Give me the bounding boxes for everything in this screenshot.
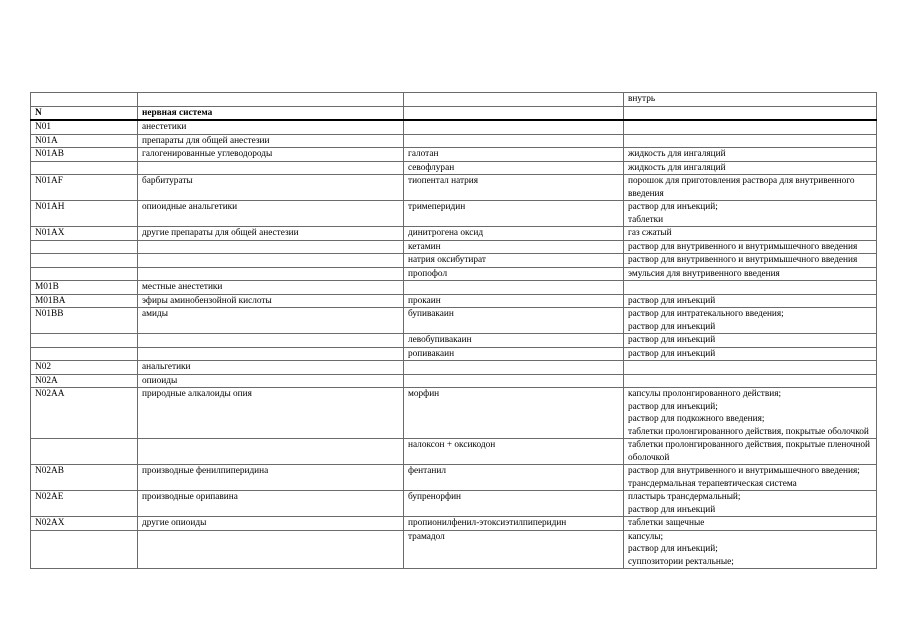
drug-name-cell — [404, 120, 624, 134]
group-name-cell — [138, 267, 404, 281]
group-name-cell: галогенированные углеводороды — [138, 148, 404, 162]
drug-name-cell: кетамин — [404, 240, 624, 254]
group-name-cell: местные анестетики — [138, 281, 404, 295]
group-name-cell — [138, 93, 404, 107]
dosage-form-line: раствор для инъекций — [628, 335, 716, 345]
dosage-form-line: порошок для приготовления раствора для внутривенного введения — [628, 176, 855, 199]
drug-name-cell: севофлуран — [404, 161, 624, 175]
dosage-forms-cell — [624, 361, 877, 375]
group-name-cell: барбитураты — [138, 175, 404, 201]
dosage-forms-cell — [624, 491, 877, 517]
drug-name-cell: ропивакаин — [404, 347, 624, 361]
group-name-cell: амиды — [138, 308, 404, 334]
dosage-form-line: капсулы; — [628, 531, 664, 542]
drug-name-cell: бупивакаин — [404, 308, 624, 334]
dosage-forms-cell — [624, 120, 877, 134]
dosage-form-line: газ сжатый — [628, 228, 672, 238]
group-name-cell: производные фенилпиперидина — [138, 465, 404, 491]
drug-name-cell: динитрогена оксид — [404, 227, 624, 241]
dosage-form-line: раствор для внутривенного и внутримышечного введения — [628, 255, 858, 265]
dosage-form-line: раствор для внутривенного и внутримышечного введения — [628, 241, 858, 252]
table-row — [31, 334, 877, 348]
table-row — [31, 491, 877, 517]
atc-code-cell — [31, 334, 138, 348]
dosage-form-line: эмульсия для внутривенного введения — [628, 268, 780, 279]
atc-code-cell — [31, 347, 138, 361]
dosage-forms-cell — [624, 267, 877, 281]
table-row — [31, 93, 877, 107]
group-name-cell: опиоидные анальгетики — [138, 201, 404, 227]
drug-name-cell: натрия оксибутират — [404, 254, 624, 268]
dosage-forms-cell — [624, 517, 877, 531]
group-name-cell — [138, 161, 404, 175]
dosage-form-line: трансдермальная терапевтическая система — [628, 478, 797, 489]
drug-name-cell: левобупивакаин — [404, 334, 624, 348]
drug-name-cell — [404, 134, 624, 148]
drug-name-cell: тримеперидин — [404, 201, 624, 227]
table-row — [31, 201, 877, 227]
table-row — [31, 120, 877, 134]
table-row — [31, 106, 877, 120]
dosage-forms-cell — [624, 374, 877, 388]
group-name-cell — [138, 240, 404, 254]
dosage-form-line: раствор для инъекций; — [628, 401, 718, 412]
dosage-forms-cell — [624, 294, 877, 308]
dosage-forms-cell — [624, 106, 877, 120]
group-name-cell: природные алкалоиды опия — [138, 388, 404, 439]
dosage-forms-cell — [624, 240, 877, 254]
group-name-cell: производные орипавина — [138, 491, 404, 517]
atc-code-cell: N01AH — [31, 201, 138, 227]
drug-name-cell: тиопентал натрия — [404, 175, 624, 201]
atc-code-cell: N01A — [31, 134, 138, 148]
table-row — [31, 227, 877, 241]
atc-code-cell: N02AE — [31, 491, 138, 517]
atc-code-cell: N02AB — [31, 465, 138, 491]
drug-name-cell: трамадол — [404, 530, 624, 569]
table-row — [31, 530, 877, 569]
dosage-form-line: раствор для инъекций; — [628, 202, 718, 212]
table-row — [31, 308, 877, 334]
group-name-cell — [138, 334, 404, 348]
dosage-form-line: раствор для внутривенного и внутримышечного введения; — [628, 466, 860, 476]
table-row — [31, 240, 877, 254]
atc-code-cell: N01AX — [31, 227, 138, 241]
table-row — [31, 374, 877, 388]
dosage-forms-cell — [624, 347, 877, 361]
dosage-forms-cell — [624, 161, 877, 175]
group-name-cell — [138, 439, 404, 465]
dosage-forms-cell — [624, 93, 877, 107]
drug-name-cell: прокаин — [404, 294, 624, 308]
group-name-cell: опиоиды — [138, 374, 404, 388]
dosage-form-line: раствор для инъекций — [628, 348, 716, 359]
atc-code-cell — [31, 240, 138, 254]
dosage-form-line: суппозитории ректальные; — [628, 556, 734, 567]
atc-code-cell: N01 — [31, 120, 138, 134]
dosage-form-line: раствор для инъекций — [628, 504, 716, 515]
dosage-form-line: жидкость для ингаляций — [628, 162, 726, 173]
drug-name-cell — [404, 93, 624, 107]
atc-code-cell: M01B — [31, 281, 138, 295]
drug-name-cell — [404, 361, 624, 375]
group-name-cell: эфиры аминобензойной кислоты — [138, 294, 404, 308]
group-name-cell: препараты для общей анестезии — [138, 134, 404, 148]
atc-code-cell: N — [31, 106, 138, 120]
drug-name-cell: бупренорфин — [404, 491, 624, 517]
table-row — [31, 134, 877, 148]
dosage-form-line: раствор для инъекций — [628, 321, 716, 332]
atc-code-cell — [31, 530, 138, 569]
dosage-forms-cell — [624, 530, 877, 569]
drug-name-cell: пропофол — [404, 267, 624, 281]
atc-code-cell: M01BA — [31, 294, 138, 308]
dosage-forms-cell — [624, 439, 877, 465]
dosage-form-line: раствор для подкожного введения; — [628, 414, 765, 424]
group-name-cell: анестетики — [138, 120, 404, 134]
group-name-cell — [138, 347, 404, 361]
drug-name-cell: пропионилфенил-этоксиэтилпиперидин — [404, 517, 624, 531]
table-row — [31, 148, 877, 162]
dosage-form-line: таблетки пролонгированного действия, покрытые пленочной оболочкой — [628, 440, 870, 463]
table-row — [31, 294, 877, 308]
table-row — [31, 175, 877, 201]
dosage-form-line: капсулы пролонгированного действия; — [628, 389, 782, 399]
atc-code-cell — [31, 439, 138, 465]
dosage-forms-cell — [624, 148, 877, 162]
atc-code-cell: N02A — [31, 374, 138, 388]
table-row — [31, 254, 877, 268]
atc-code-cell: N02AA — [31, 388, 138, 439]
group-name-cell: анальгетики — [138, 361, 404, 375]
dosage-forms-cell — [624, 175, 877, 201]
dosage-form-line: внутрь — [628, 94, 656, 104]
table-row — [31, 267, 877, 281]
dosage-form-line: пластырь трансдермальный; — [628, 492, 741, 502]
drug-name-cell: морфин — [404, 388, 624, 439]
group-name-cell — [138, 254, 404, 268]
dosage-form-line: таблетки защечные — [628, 518, 705, 528]
table-row — [31, 347, 877, 361]
atc-code-cell: N01BB — [31, 308, 138, 334]
dosage-forms-cell — [624, 134, 877, 148]
drug-name-cell — [404, 106, 624, 120]
dosage-forms-cell — [624, 308, 877, 334]
atc-code-cell — [31, 267, 138, 281]
atc-code-cell: N01AB — [31, 148, 138, 162]
dosage-forms-cell — [624, 227, 877, 241]
drug-name-cell: фентанил — [404, 465, 624, 491]
group-name-cell: другие опиоиды — [138, 517, 404, 531]
drug-name-cell: налоксон + оксикодон — [404, 439, 624, 465]
table-row — [31, 439, 877, 465]
drug-classification-table — [30, 92, 877, 569]
dosage-forms-cell — [624, 281, 877, 295]
dosage-forms-cell — [624, 254, 877, 268]
table-row — [31, 388, 877, 439]
dosage-form-line: жидкость для ингаляций — [628, 149, 726, 159]
group-name-cell: другие препараты для общей анестезии — [138, 227, 404, 241]
atc-code-cell — [31, 93, 138, 107]
dosage-form-line: таблетки пролонгированного действия, покрытые оболочкой — [628, 426, 869, 437]
table-row — [31, 281, 877, 295]
dosage-form-line: таблетки — [628, 214, 664, 225]
table-row — [31, 161, 877, 175]
dosage-form-line: раствор для инъекций — [628, 295, 716, 306]
drug-name-cell — [404, 374, 624, 388]
table-row — [31, 361, 877, 375]
table-row — [31, 465, 877, 491]
dosage-forms-cell — [624, 388, 877, 439]
table-body — [31, 93, 877, 569]
dosage-forms-cell — [624, 201, 877, 227]
atc-code-cell — [31, 254, 138, 268]
drug-name-cell — [404, 281, 624, 295]
atc-code-cell — [31, 161, 138, 175]
drug-name-cell: галотан — [404, 148, 624, 162]
atc-code-cell: N01AF — [31, 175, 138, 201]
atc-code-cell: N02 — [31, 361, 138, 375]
group-name-cell: нервная система — [138, 106, 404, 120]
group-name-cell — [138, 530, 404, 569]
table-row — [31, 517, 877, 531]
dosage-form-line: раствор для инъекций; — [628, 544, 718, 554]
dosage-forms-cell — [624, 465, 877, 491]
atc-code-cell: N02AX — [31, 517, 138, 531]
dosage-form-line: раствор для интратекального введения; — [628, 309, 784, 319]
dosage-forms-cell — [624, 334, 877, 348]
